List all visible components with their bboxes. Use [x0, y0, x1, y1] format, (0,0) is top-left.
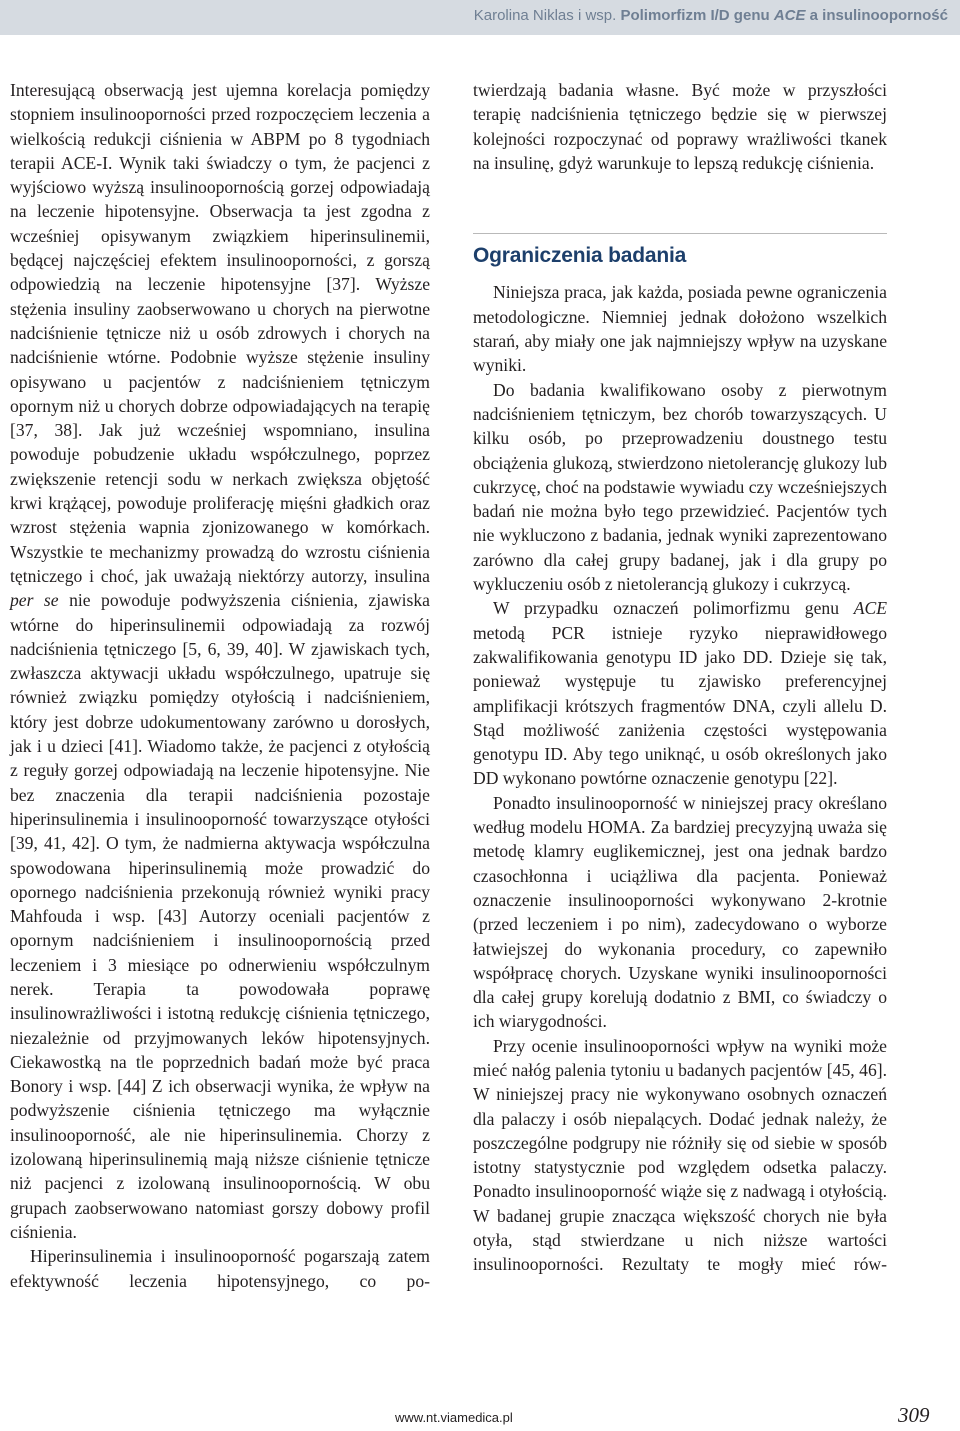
right-continuation-paragraph: twierdzają badania własne. Być może w przyszłości terapię nadciśnienia tętniczego będzie się w pierwszej kolejności rozpoczynać od poprawy wrażliwości tkanek na insulinę, gdyż warunkuje to lepszą redukcję ciśnienia. [473, 80, 887, 173]
running-header [0, 0, 960, 35]
right-paragraph-1: Niniejsza praca, jak każda, posiada pewne ograniczenia metodologiczne. Niemniej jednak dołożono wszelkich starań, aby miały one jak najmniejszy wpływ na uzyskane wyniki. [473, 282, 887, 376]
right-paragraph-3-part-b: metodą PCR istnieje ryzyko nieprawidłowego zakwalifikowania genotypu ID jako DD. Dzieje się tak, ponieważ występuje tu zjawisko preferencyjnej amplifikacji krótszych fragmentów DNA, czyli allelu D. Stąd możliwość zaniżenia częstości występowania genotypu ID. Aby tego uniknąć, u osób określonych jako DD wykonano powtórne oznaczenie genotypu [22]. [473, 622, 887, 789]
section-heading: Ograniczenia badania [473, 244, 687, 268]
header-title-gene: ACE [773, 7, 806, 24]
page-number: 309 [898, 1403, 930, 1427]
header-authors: Karolina Niklas i wsp. [473, 7, 617, 24]
right-paragraph-3-gene: ACE [853, 598, 887, 619]
right-paragraph-4: Ponadto insulinooporność w niniejszej pracy określano według modelu HOMA. Za bardziej precyzyjną uważa się metodę klamry euglikemicznej, jest ona jednak bardzo czasochłonna i uciążliwa dla pacjenta. Ponieważ oznaczenie insulinooporności wykonywano 2-krotnie (przed leczeniem i po nim), zadecydowano o wyborze łatwiejszej do wykonania procedury, co zapewniło współpracę chorych. Uzyskane wyniki insulinooporności dla całej grupy korelują dodatnio z BMI, co świadczy o ich wiarygodności. [473, 792, 887, 1032]
left-column [10, 78, 430, 1293]
running-header-text [474, 7, 948, 24]
right-column [473, 78, 887, 1277]
section-divider [473, 233, 887, 234]
header-title-post: a insulinooporność [805, 7, 948, 24]
left-paragraph-1-emphasis: per se [10, 590, 59, 611]
header-title-pre: Polimorfizm I/D genu [620, 7, 774, 24]
left-paragraph-1 [10, 78, 430, 1244]
footer-url: www.nt.viamedica.pl [395, 1410, 513, 1425]
left-paragraph-1-part-a: Interesującą obserwacją jest ujemna korelacja pomiędzy stopniem insulinooporności przed rozpoczęciem leczenia a wielkością redukcji ciśnienia w ABPM po 8 tygodniach terapii ACE-I. Wynik taki świadczy o tym, że pacjenci z wyjściowo wyższą insulinoopornością gorzej odpowiadają na leczenie hipotensyjne. Obserwacja ta jest zgodna z wcześniej opisywanym związkiem hiperinsulinemii, będącej najczęściej efektem insulinooporności, z gorszą odpowiedzią na leczenie hipotensyjne [37]. Wyższe stężenia insuliny zaobserwowano u chorych na pierwotne nadciśnienie tętnicze niż u osób zdrowych i chorych na nadciśnienie wtórne. Podobnie wyższe stężenie insuliny opisywano u pacjentów z nadciśnieniem tętniczym opornym niż u chorych dobrze odpowiadających na terapię [37, 38]. Jak już wcześniej wspomniano, insulina powoduje pobudzenie układu współczulnego, poprzez zwiększenie retencji sodu w nerkach zwiększa objętość krwi krążącej, powoduje proliferację mięśni gładkich oraz wzrost stężenia wapnia zjonizowanego w komórkach. Wszystkie te mechanizmy prowadzą do wzrostu ciśnienia tętniczego i choć, jak uważają niektórzy autorzy, insulina [10, 80, 430, 586]
left-paragraph-2: Hiperinsulinemia i insulinooporność pogarszają zatem efektywność leczenia hipotensyjnego, co po- [10, 1246, 430, 1291]
right-paragraph-3-part-a: W przypadku oznaczeń polimorfizmu genu [493, 598, 854, 619]
right-paragraph-5: Przy ocenie insulinooporności wpływ na wyniki może mieć nałóg palenia tytoniu u badanych pacjentów [45, 46]. W niniejszej pracy nie wykonywano osobnych oznaczeń dla palaczy i osób niepalących. Dodać jednak należy, że poszczególne podgrupy nie różniły się od siebie w sposób istotny statystycznie pod względem odsetka palaczy. Ponadto insulinooporność wiąże się z nadwagą i otyłością. W badanej grupie znacząca większość chorych nie była otyła, stąd stwierdzane u nich niższe wartości insulinooporności. Rezultaty te mogły mieć rów- [473, 1035, 887, 1275]
right-paragraph-3 [473, 596, 887, 790]
left-paragraph-1-part-b: nie powoduje podwyższenia ciśnienia, zjawiska wtórne do hiperinsulinemii odpowiadają za rozwój nadciśnienia tętniczego [5, 6, 39, 40]. W zjawiskach tych, zwłaszcza aktywacji układu współczulnego, upatruje się również związku pomiędzy otyłością i nadciśnieniem, który jest dobrze udokumentowany zarówno u dorosłych, jak i u dzieci [41]. Wiadomo także, że pacjenci z otyłością z reguły gorzej odpowiadają na leczenie hipotensyjne. Nie bez znaczenia dla terapii nadciśnienia pozostaje hiperinsulinemia i insulinooporność towarzyszące otyłości [39, 41, 42]. O tym, że nadmierna aktywacja współczulna spowodowana hiperinsulinemią może prowadzić do opornego nadciśnienia przekonują również wyniki pracy Mahfouda i wsp. [43] Autorzy oceniali pacjentów z opornym nadciśnieniem i insulinoopornością przed leczeniem i 3 miesiące po odnerwieniu współczulnym nerek. Terapia ta powodowała poprawę insulinowrażliwości i istotną redukcję ciśnienia tętniczego, niezależnie od przyjmowanych leków hipotensyjnych. Ciekawostką na tle poprzednich badań może być praca Bonory i wsp. [44] Z ich obserwacji wynika, że wpływ na podwyższenie ciśnienia tętniczego ma wyłącznie insulinooporność, ale nie hiperinsulinemia. Chorzy z izolowaną hiperinsulinemią mają niższe ciśnienie tętnicze niż pacjenci z izolowaną insulinoopornością. W obu grupach zaobserwowano natomiast gorszy dobowy profil ciśnienia. [10, 590, 430, 1242]
header-title [620, 7, 948, 24]
right-paragraph-2: Do badania kwalifikowano osoby z pierwotnym nadciśnieniem tętniczym, bez chorób towarzyszących. U kilku osób, po przeprowadzeniu doustnego testu obciążenia glukozą, stwierdzono nietolerancję glukozy lub cukrzycę, choć na podstawie wywiadu czy wcześniejszych badań nie można było tego przewidzieć. Pacjentów tych nie wykluczono z badania, jednak wyniki zaprezentowano zarówno dla całej grupy badanej, jak i dla grupy po wykluczeniu osób z nietolerancją glukozy i cukrzycą. [473, 379, 887, 595]
